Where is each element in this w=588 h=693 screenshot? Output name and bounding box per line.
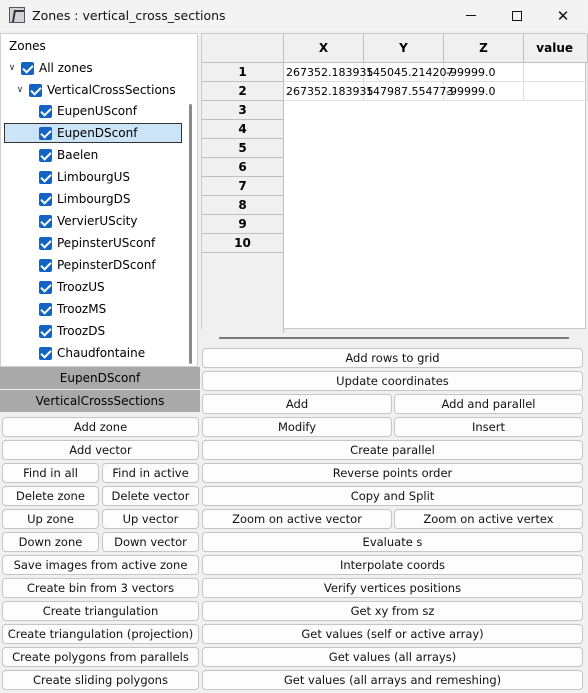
up-zone-button[interactable]: Up zone	[2, 509, 99, 529]
checkbox-checked-icon[interactable]	[39, 105, 52, 118]
checkbox-checked-icon[interactable]	[29, 84, 42, 97]
zoom-vertex-button[interactable]: Zoom on active vertex	[394, 509, 583, 529]
app-icon	[9, 7, 25, 23]
grid-column-header[interactable]: X	[284, 34, 364, 63]
get-values-remesh-button[interactable]: Get values (all arrays and remeshing)	[202, 670, 583, 690]
delete-vector-button[interactable]: Delete vector	[102, 486, 199, 506]
grid-row-header[interactable]: 5	[202, 139, 284, 158]
add-button[interactable]: Add	[202, 394, 392, 414]
grid-row-header[interactable]: 8	[202, 196, 284, 215]
maximize-icon	[512, 11, 522, 21]
reverse-button[interactable]: Reverse points order	[202, 463, 583, 483]
horizontal-scrollbar[interactable]	[219, 337, 569, 339]
grid-cell[interactable]: 267352.183935	[284, 63, 364, 82]
grid-cell[interactable]: -99999.0	[444, 82, 524, 101]
down-vector-button[interactable]: Down vector	[102, 532, 199, 552]
verify-button[interactable]: Verify vertices positions	[202, 578, 583, 598]
grid-cell[interactable]: 267352.183935	[284, 82, 364, 101]
get-xy-button[interactable]: Get xy from sz	[202, 601, 583, 621]
create-bin-button[interactable]: Create bin from 3 vectors	[2, 578, 199, 598]
tree-item-label: TroozDS	[57, 324, 106, 338]
active-zone-label: VerticalCrossSections	[0, 390, 200, 412]
grid-row-header[interactable]: 4	[202, 120, 284, 139]
tree-item-8[interactable]	[39, 277, 105, 297]
tree-item-9[interactable]	[39, 299, 106, 319]
checkbox-checked-icon[interactable]	[39, 259, 52, 272]
tree-item-10[interactable]	[39, 321, 105, 341]
active-vector-label: EupenDSconf	[0, 367, 200, 389]
grid-row-header-empty	[202, 253, 284, 333]
tree-item-label: PepinsterDSconf	[57, 258, 156, 272]
checkbox-checked-icon[interactable]	[39, 347, 52, 360]
checkbox-checked-icon[interactable]	[39, 281, 52, 294]
tree-scrollbar[interactable]	[189, 104, 192, 364]
chevron-down-icon[interactable]: ∨	[16, 85, 24, 95]
grid-row-header[interactable]: 7	[202, 177, 284, 196]
update-coords-button[interactable]: Update coordinates	[202, 371, 583, 391]
grid-row-header[interactable]: 6	[202, 158, 284, 177]
tree-item-label: LimbourgDS	[57, 192, 131, 206]
close-button[interactable]	[540, 0, 586, 31]
save-images-button[interactable]: Save images from active zone	[2, 555, 199, 575]
tree-item-11[interactable]	[39, 343, 145, 363]
coordinates-grid[interactable]	[201, 33, 586, 329]
copy-split-button[interactable]: Copy and Split	[202, 486, 583, 506]
tree-item-3[interactable]	[39, 167, 130, 187]
grid-cell[interactable]	[524, 82, 588, 101]
checkbox-checked-icon[interactable]	[39, 237, 52, 250]
grid-column-header[interactable]: value	[524, 34, 588, 63]
minimize-button[interactable]	[448, 0, 494, 31]
grid-corner[interactable]	[202, 34, 284, 63]
grid-cell[interactable]	[524, 63, 588, 82]
zones-tree[interactable]	[0, 33, 198, 367]
create-polys-button[interactable]: Create polygons from parallels	[2, 647, 199, 667]
grid-cell[interactable]: 145045.214207	[364, 63, 444, 82]
grid-row-header[interactable]: 2	[202, 82, 284, 101]
tree-item-label: PepinsterUSconf	[57, 236, 156, 250]
grid-row-header[interactable]: 1	[202, 63, 284, 82]
tree-item-label: EupenDSconf	[57, 126, 138, 140]
add-parallel-button[interactable]: Add and parallel	[394, 394, 583, 414]
evaluate-s-button[interactable]: Evaluate s	[202, 532, 583, 552]
delete-zone-button[interactable]: Delete zone	[2, 486, 99, 506]
tree-item-label: TroozUS	[57, 280, 105, 294]
tree-item-label: Baelen	[57, 148, 99, 162]
grid-cell[interactable]: 147987.554773	[364, 82, 444, 101]
maximize-button[interactable]	[494, 0, 540, 31]
grid-column-header[interactable]: Y	[364, 34, 444, 63]
find-active-button[interactable]: Find in active	[102, 463, 199, 483]
chevron-down-icon[interactable]: ∨	[8, 63, 16, 73]
create-tri-button[interactable]: Create triangulation	[2, 601, 199, 621]
title-bar	[0, 0, 586, 31]
tree-item-4[interactable]	[39, 189, 130, 209]
minimize-icon	[466, 15, 476, 16]
grid-row-header[interactable]: 10	[202, 234, 284, 253]
tree-item-label: LimbourgUS	[57, 170, 131, 184]
grid-column-header[interactable]: Z	[444, 34, 524, 63]
tree-item-7[interactable]	[39, 255, 156, 275]
tree-item-6[interactable]	[39, 233, 155, 253]
get-values-self-button[interactable]: Get values (self or active array)	[202, 624, 583, 644]
checkbox-checked-icon[interactable]	[39, 171, 52, 184]
grid-cell[interactable]: -99999.0	[444, 63, 524, 82]
create-sliding-button[interactable]: Create sliding polygons	[2, 670, 199, 690]
tree-item-label: EupenUSconf	[57, 104, 137, 118]
checkbox-checked-icon[interactable]	[39, 215, 52, 228]
checkbox-checked-icon[interactable]	[39, 303, 52, 316]
tree-item-label: VervierUScity	[57, 214, 138, 228]
insert-button[interactable]: Insert	[394, 417, 583, 437]
tree-item-5[interactable]	[39, 211, 137, 231]
tree-item-label: Chaudfontaine	[57, 346, 146, 360]
grid-row-header[interactable]: 3	[202, 101, 284, 120]
tree-item-all-zones[interactable]	[7, 58, 93, 78]
tree-item-label: TroozMS	[57, 302, 107, 316]
modify-button[interactable]: Modify	[202, 417, 392, 437]
tree-item-label: VerticalCrossSections	[47, 83, 176, 97]
checkbox-checked-icon[interactable]	[39, 193, 52, 206]
checkbox-checked-icon[interactable]	[39, 149, 52, 162]
checkbox-checked-icon[interactable]	[39, 127, 52, 140]
tree-item-label: All zones	[39, 61, 93, 75]
zoom-vector-button[interactable]: Zoom on active vector	[202, 509, 392, 529]
checkbox-checked-icon[interactable]	[21, 62, 34, 75]
up-vector-button[interactable]: Up vector	[102, 509, 199, 529]
tree-item-0[interactable]	[39, 101, 137, 121]
add-rows-button[interactable]: Add rows to grid	[202, 348, 583, 368]
down-zone-button[interactable]: Down zone	[2, 532, 99, 552]
create-tri-proj-button[interactable]: Create triangulation (projection)	[2, 624, 199, 644]
create-parallel-button[interactable]: Create parallel	[202, 440, 583, 460]
tree-header: Zones	[9, 39, 46, 53]
grid-row-header[interactable]: 9	[202, 215, 284, 234]
tree-item-1[interactable]	[4, 123, 182, 143]
add-zone-button[interactable]: Add zone	[2, 417, 199, 437]
close-icon: ✕	[556, 6, 570, 25]
tree-item-2[interactable]	[39, 145, 98, 165]
interpolate-button[interactable]: Interpolate coords	[202, 555, 583, 575]
checkbox-checked-icon[interactable]	[39, 325, 52, 338]
window-title: Zones : vertical_cross_sections	[32, 8, 226, 23]
find-all-button[interactable]: Find in all	[2, 463, 99, 483]
get-values-all-button[interactable]: Get values (all arrays)	[202, 647, 583, 667]
tree-item-group[interactable]	[15, 80, 176, 100]
add-vector-button[interactable]: Add vector	[2, 440, 199, 460]
